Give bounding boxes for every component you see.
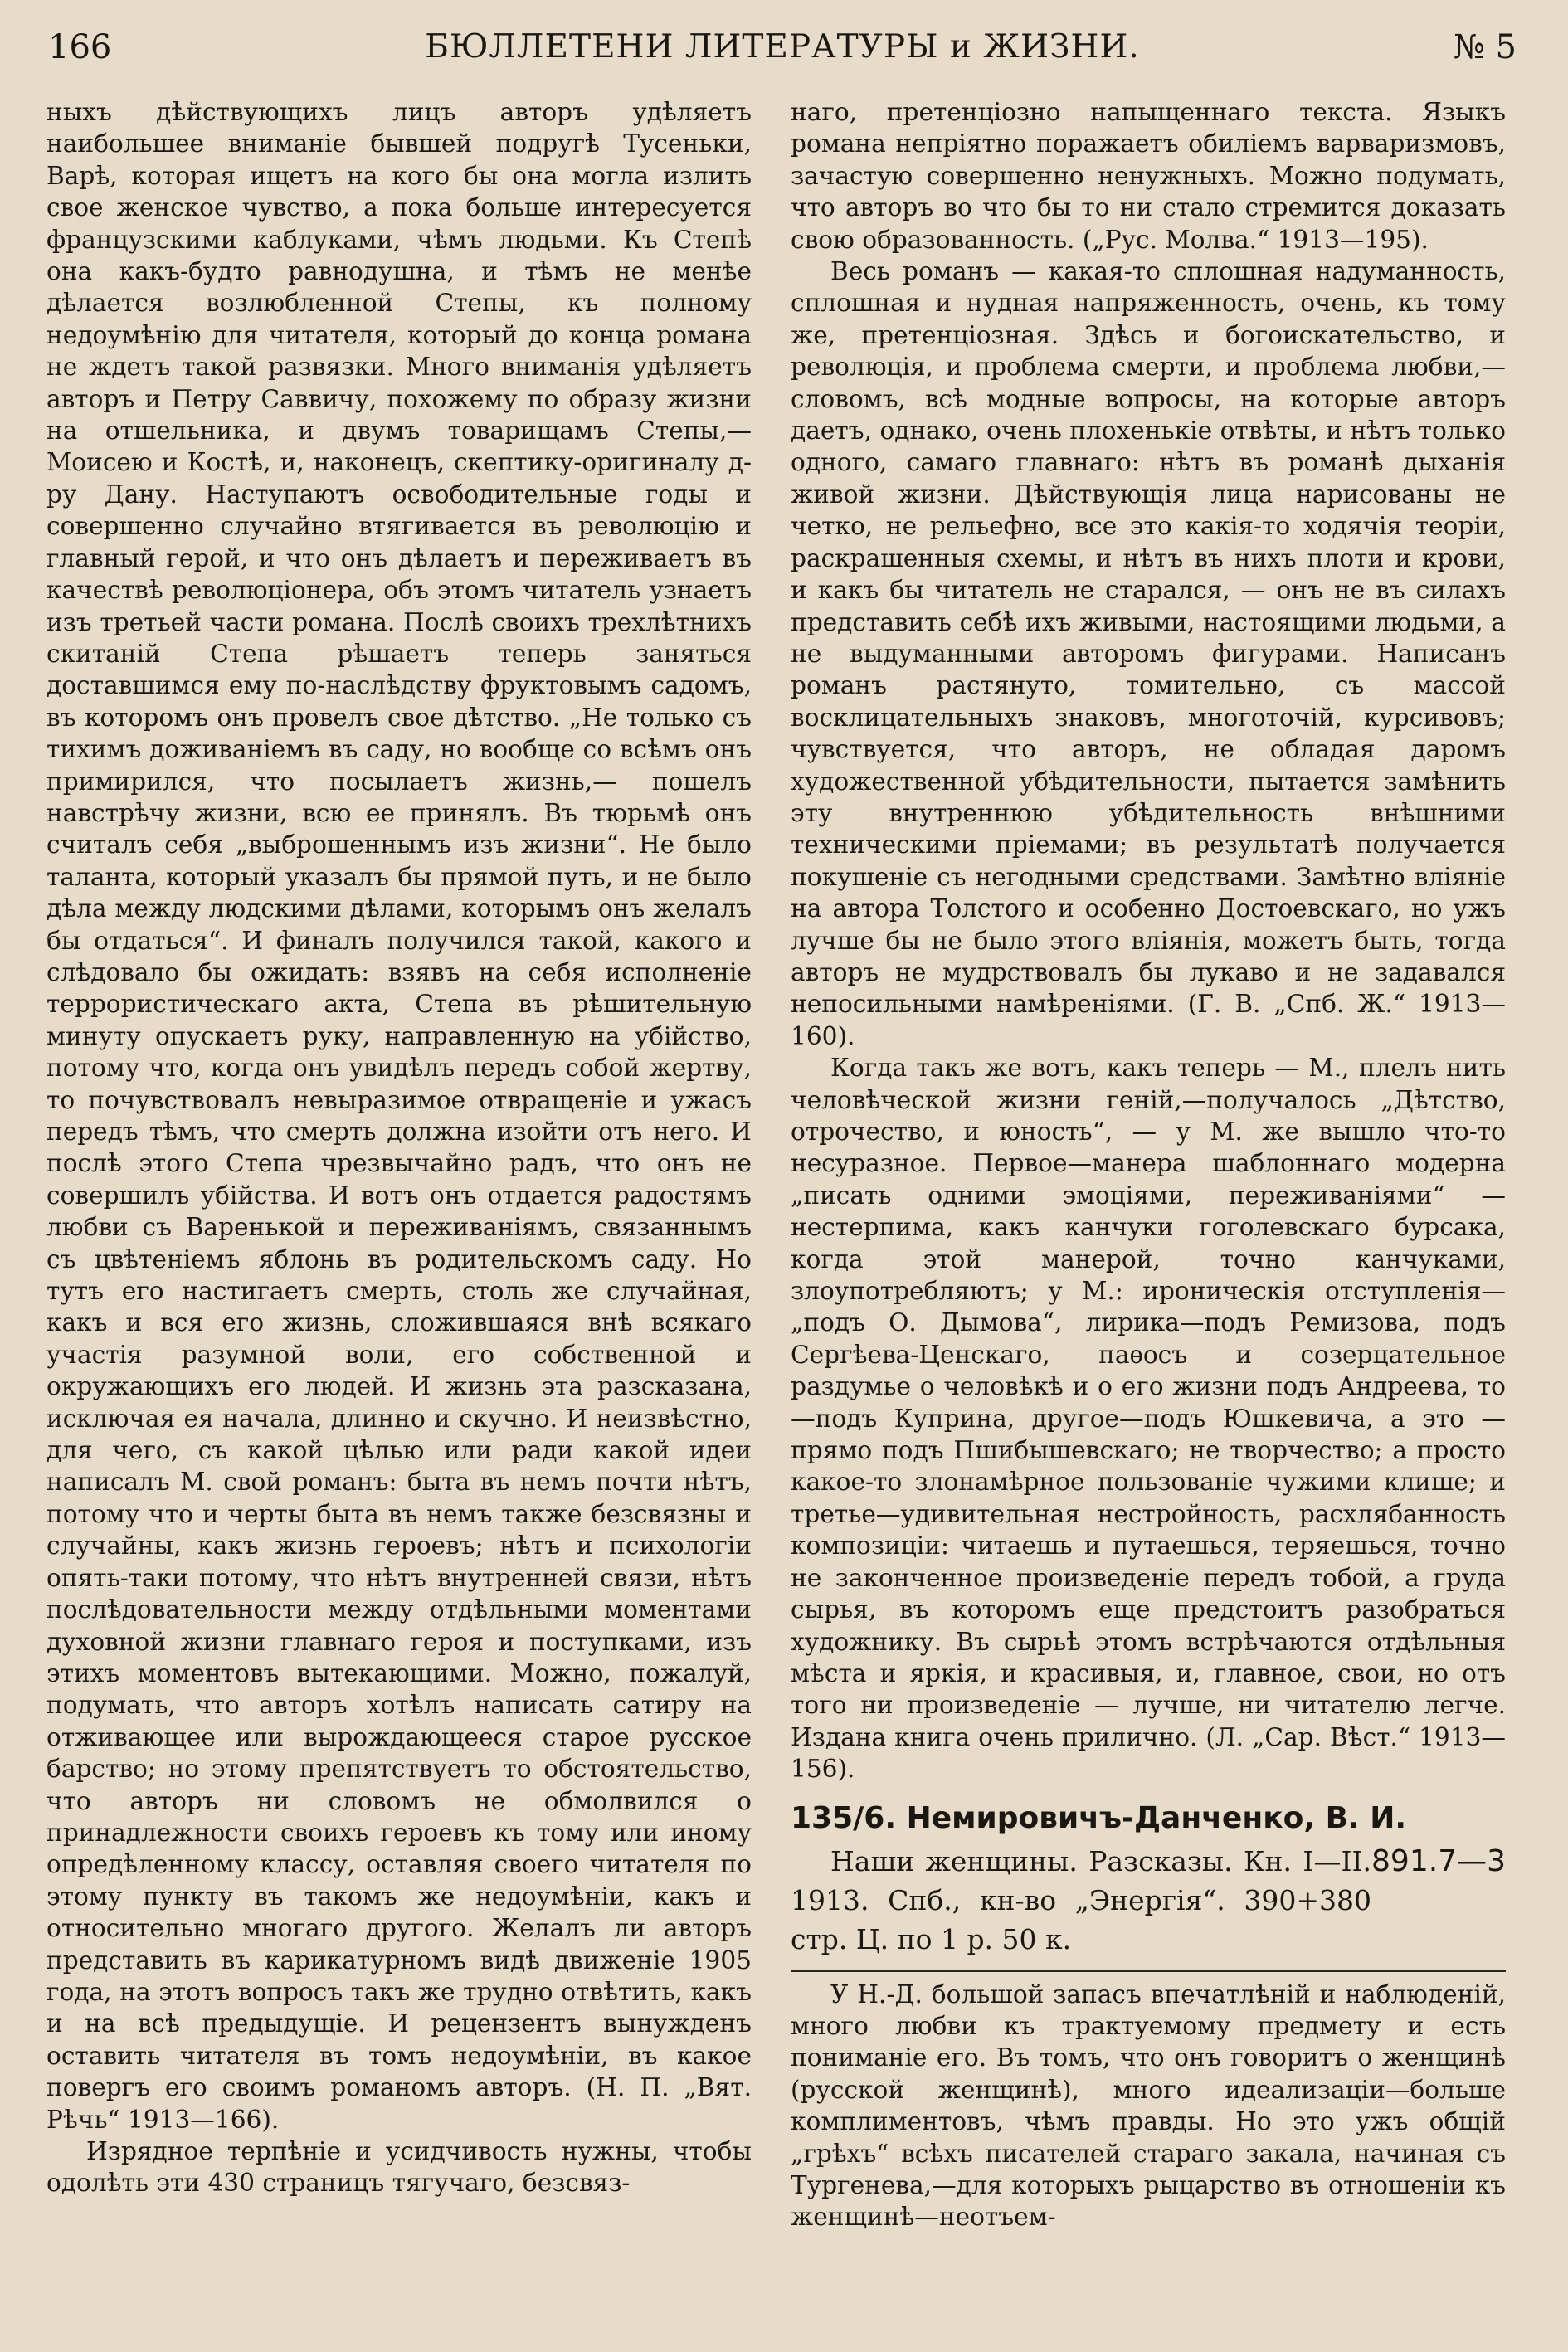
journal-title: БЮЛЛЕТЕНИ ЛИТЕРАТУРЫ и ЖИЗНИ. (425, 28, 1140, 66)
entry-number: 135/6. (791, 1800, 897, 1835)
page-number: 166 (48, 28, 112, 66)
issue-number: № 5 (1453, 28, 1517, 66)
entry-classification: 891.7—3 (1371, 1843, 1506, 1878)
page-header (48, 22, 1517, 75)
entry-bibliographic-description: Наши женщины. Разсказы. Кн. I—II. 1913. Спб., кн-во „Энергія“. 390+380 стр. Ц. по 1 р. 50 к. (791, 1844, 1372, 1955)
bibliography-entry-heading (791, 1797, 1506, 1878)
review-paragraph: У Н.-Д. большой запасъ впечатлѣній и наблюденій, много любви къ трактуемому предмету и есть пониманіе его. Въ томъ, что онъ говоритъ о женщинѣ (русской женщинѣ), много идеализаціи—больше комплиментовъ, чѣмъ правды. Но это ужъ общій „грѣхъ“ всѣхъ писателей стараго закала, начиная съ Тургенева,—для которыхъ рыцарство въ отношеніи къ женщинѣ—неотъем- (791, 1979, 1506, 2232)
review-paragraph: наго, претенціозно напыщеннаго текста. Языкъ романа непріятно поражаетъ обиліемъ варваризмовъ, зачастую совершенно ненужныхъ. Можно подумать, что авторъ во что бы то ни стало стремится доказать свою образованность. („Рус. Молва.“ 1913—195). (791, 98, 1506, 254)
left-column (46, 96, 752, 2199)
review-paragraph: Когда такъ же вотъ, какъ теперь — М., плелъ нить человѣческой жизни геній,—получалось „Дѣтство, отрочество, и юность“, — у М. же вышло что-то несуразное. Первое—манера шаблоннаго модерна „писать одними эмоціями, переживаніями“ — нестерпима, какъ канчуки гоголевскаго бурсака, когда этой манерой, точно канчуками, злоупотребляютъ; у М.: ироническія отступленія—„подъ О. Дымова“, лирика—подъ Ремизова, подъ Сергѣева-Ценскаго, паѳосъ и созерцательное раздумье о человѣкѣ и о его жизни подъ Андреева, то—подъ Куприна, другое—подъ Юшкевича, а это — прямо подъ Пшибышевскаго; не творчество; а просто какое-то злонамѣрное пользованіе чужими клише; и третье—удивительная нестройность, расхлябанность композиціи: читаешь и путаешься, теряешься, точно не законченное произведеніе передъ тобой, а груда сырья, въ которомъ еще предстоитъ разобраться художнику. Въ сырьѣ этомъ встрѣчаются отдѣльныя мѣста и яркія, и красивыя, и, главное, свои, но отъ того ни произведеніе — лучше, ни читателю легче. Издана книга очень прилично. (Л. „Сар. Вѣст.“ 1913—156). (791, 1054, 1506, 1784)
review-paragraph: ныхъ дѣйствующихъ лицъ авторъ удѣляетъ наибольшее вниманіе бывшей подругѣ Тусеньки, Варѣ, которая ищетъ на кого бы она могла излить свое женское чувство, а пока больше интересуется французскими каблуками, чѣмъ людьми. Къ Степѣ она какъ-будто равнодушна, и тѣмъ не менѣе дѣлается возлюбленной Степы, къ полному недоумѣнію для читателя, который до конца романа не ждетъ такой развязки. Много вниманія удѣляетъ авторъ и Петру Саввичу, похожему по образу жизни на отшельника, и двумъ товарищамъ Степы,— Моисею и Костѣ, и, наконецъ, скептику-оригиналу д-ру Дану. Наступаютъ освободительные годы и совершенно случайно втягивается въ революцію и главный герой, и что онъ дѣлаетъ и переживаетъ въ качествѣ революціонера, объ этомъ читатель узнаетъ изъ третьей части романа. Послѣ своихъ трехлѣтнихъ скитаній Степа рѣшаетъ теперь заняться доставшимся ему по-наслѣдству фруктовымъ садомъ, въ которомъ онъ провелъ свое дѣтство. „Не только съ тихимъ доживаніемъ въ саду, но вообще со всѣмъ онъ примирился, что посылаетъ жизнь,— пошелъ навстрѣчу жизни, всю ее принялъ. Въ тюрьмѣ онъ считалъ себя „выброшеннымъ изъ жизни“. Не было таланта, который указалъ бы прямой путь, и не было дѣла между людскими дѣлами, которымъ онъ желалъ бы отдаться“. И финалъ получился такой, какого и слѣдовало бы ожидать: взявъ на себя исполненіе террористическаго акта, Степа въ рѣшительную минуту опускаетъ руку, направленную на убійство, потому что, когда онъ увидѣлъ передъ собой жертву, то почувствовалъ невыразимое отвращеніе и ужасъ передъ тѣмъ, что смерть должна изойти отъ него. И послѣ этого Степа чрезвычайно радъ, что онъ не совершилъ убійства. И вотъ онъ отдается радостямъ любви съ Варенькой и переживаніямъ, связаннымъ съ цвѣтеніемъ яблонь въ родительскомъ саду. Но тутъ его настигаетъ смерть, столь же случайная, какъ и вся его жизнь, сложившаяся внѣ всякаго участія разумной воли, его собственной и окружающихъ его людей. И жизнь эта разсказана, исключая ея начала, длинно и скучно. И неизвѣстно, для чего, съ какой цѣлью или ради какой идеи написалъ М. свой романъ: быта въ немъ почти нѣтъ, потому что и черты быта въ немъ также безсвязны и случайны, какъ жизнь героевъ; нѣтъ и психологіи опять-таки потому, что нѣтъ внутренней связи, нѣтъ послѣдовательности между отдѣльными моментами духовной жизни главнаго героя и поступками, изъ этихъ моментовъ вытекающими. Можно, пожалуй, подумать, что авторъ хотѣлъ написать сатиру на отживающее или вырождающееся старое русское барство; но этому препятствуетъ то обстоятельство, что авторъ ни словомъ не обмолвился о принадлежности своихъ героевъ къ тому или иному опредѣленному классу, оставляя своего читателя по этому пункту въ такомъ же недоумѣніи, какъ и относительно многаго другого. Желалъ ли авторъ представить въ карикатурномъ видѣ движеніе 1905 года, на этотъ вопросъ такъ же трудно отвѣтить, какъ и на всѣ предыдущіе. И рецензентъ вынужденъ оставить читателя въ томъ недоумѣніи, въ какое повергъ его своимъ романомъ авторъ. (Н. П. „Вят. Рѣчь“ 1913—166). (46, 98, 752, 2134)
review-paragraph: Изрядное терпѣніе и усидчивость нужны, чтобы одолѣть эти 430 страницъ тягучаго, безсвяз- (46, 2137, 752, 2198)
right-column (791, 96, 1506, 2233)
section-divider (791, 1970, 1506, 1972)
entry-author: Немировичъ-Данченко, В. И. (906, 1800, 1407, 1835)
review-paragraph: Весь романъ — какая-то сплошная надуманность, сплошная и нудная напряженность, очень, къ тому же, претенціозная. Здѣсь и богоискательство, и революція, и проблема смерти, и проблема любви,—словомъ, всѣ модные вопросы, на которые авторъ даетъ, однако, очень плохенькіе отвѣты, и нѣтъ только одного, самаго главнаго: нѣтъ въ романѣ дыханія живой жизни. Дѣйствующія лица нарисованы не четко, не рельефно, все это какія-то ходячія теоріи, раскрашенныя схемы, и нѣтъ въ нихъ плоти и крови, и какъ бы читатель не старался, — онъ не въ силахъ представить себѣ ихъ живыми, настоящими людьми, а не выдуманными авторомъ фигурами. Написанъ романъ растянуто, томительно, съ массой восклицательныхъ знаковъ, многоточій, курсивовъ; чувствуется, что авторъ, не обладая даромъ художественной убѣдительности, пытается замѣнить эту внутреннюю убѣдительность внѣшними техническими пріемами; въ результатѣ получается покушеніе съ негодными средствами. Замѣтно вліяніе на автора Толстого и особенно Достоевскаго, но ужъ лучше бы не было этого вліянія, можетъ быть, тогда авторъ не мудрствовалъ бы лукаво и не задавался непосильными намѣреніями. (Г. В. „Спб. Ж.“ 1913—160). (791, 257, 1506, 1050)
